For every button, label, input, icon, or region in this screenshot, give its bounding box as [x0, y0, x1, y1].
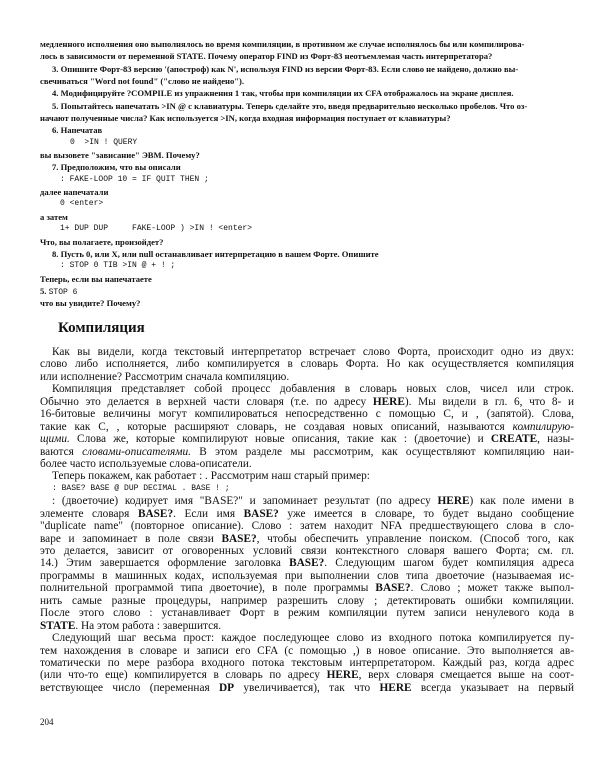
text-line: [40, 63, 568, 75]
text-run: начают полученные числа? Как используется >IN, когда входная информация поступает от клавиатуры?: [40, 113, 451, 124]
text-run: томатически по мере разбора входного потока текстовым интерпретатором. Каждый раз, когда адрес: [40, 656, 574, 669]
text-line: [40, 186, 568, 198]
text-run: Теперь покажем, как работает : . Рассмотрим наш старый пример:: [52, 470, 370, 483]
bold-term: HERE: [326, 669, 359, 682]
code-line: [40, 174, 568, 186]
text-run: . Если имя: [173, 507, 244, 520]
text-line: [40, 408, 574, 420]
text-run: 6. Напечатав: [52, 125, 103, 136]
text-run: Как вы видели, когда текстовый интерпретатор встречает слово Форта, происходит одно из двух:: [52, 346, 574, 358]
text-run: а затем: [40, 211, 68, 222]
bold-term: BASE?: [243, 507, 279, 520]
text-run: 7. Предположим, что вы описали: [52, 162, 181, 173]
text-line: [40, 682, 574, 694]
text-run: : (двоеточие) кодирует имя "BASE?" и запоминает результат (по адресу: [52, 495, 438, 508]
text-run: Компиляция представляет собой процесс добавления в словарь новых слов, чисел или строк.: [52, 383, 574, 396]
text-run: тем нахождения в словаре и записи его CFA (с помощью ,) в новое описание. Это выполняется ав-: [40, 644, 574, 657]
text-run: 4. Модифицируйте ?COMPILE из упражнения 1 так, чтобы при компиляции их CFA отображалось на экране дисплея.: [52, 88, 514, 99]
text-run: нить самые разные процедуры, например разрешить слову ; детектировать ошибки компиляции.: [40, 594, 574, 607]
text-run: слово либо исполняется, либо компилируется в словарь Форта. Но как осуществляется компиляция: [40, 358, 574, 371]
text-run: увеличивается), так что: [234, 681, 380, 694]
text-line: [40, 75, 568, 87]
bold-term: HERE: [379, 681, 412, 694]
text-run: 8. Пусть 0, или X, или null останавливает интерпретацию в вашем Форте. Опишите: [52, 248, 379, 259]
text-run: Что, вы полагаете, произойдет?: [40, 236, 164, 247]
text-run: уже имеется в словаре, то будет выдано сообщение: [278, 507, 574, 520]
text-line: [40, 383, 574, 395]
bold-term: HERE: [372, 395, 405, 408]
page-number: 204: [40, 717, 54, 727]
text-line: [40, 632, 574, 644]
text-line: [40, 87, 568, 99]
text-line: [40, 582, 574, 594]
text-run: . Слово ; может также выпол-: [410, 582, 574, 595]
bold-term: DP: [219, 681, 235, 694]
text-run: Теперь, если вы напечатаете: [40, 273, 152, 284]
text-run: Следующий шаг весьма прост: каждое последующее слово из входного потока компилируется пу-: [52, 632, 574, 645]
text-run: В этом разделе мы рассмотрим, как осуществляют компиляцию наи-: [190, 445, 574, 458]
text-line: [40, 657, 574, 669]
text-run: полнительной программой типа двоеточие), в поле программы: [40, 582, 376, 595]
text-run: : STOP 0 TIB >IN @ + ! ;: [60, 261, 176, 271]
text-line: [40, 645, 574, 657]
text-run: Слова же, которые компилируют новые описания, такие как : (двоеточие) и: [69, 433, 491, 446]
bold-term: STATE: [40, 619, 76, 632]
text-line: [40, 446, 574, 458]
text-run: далее напечатали: [40, 187, 109, 198]
text-run: 1+ DUP DUP FAKE-LOOP ) >IN ! <enter>: [60, 224, 253, 234]
bold-term: CREATE: [490, 433, 538, 446]
text-line: [40, 236, 568, 248]
text-run: или исполнение? Рассмотрим сначала компиляцию.: [40, 370, 290, 383]
text-run: ветствующее число (переменная: [40, 681, 220, 694]
text-line: [40, 358, 574, 370]
text-line: [40, 371, 574, 383]
text-run: что вы увидите? Почему?: [40, 298, 141, 309]
code-line: [40, 198, 568, 210]
italic-term: щими.: [40, 433, 70, 446]
text-line: [40, 149, 568, 161]
text-line: [40, 607, 574, 619]
text-line: [40, 520, 574, 532]
code-line: [40, 223, 568, 235]
text-line: [40, 161, 568, 173]
text-line: [40, 570, 574, 582]
text-run: : FAKE-LOOP 10 = IF QUIT THEN ;: [60, 174, 209, 184]
text-run: Обычно это делается в верхней части словаря (т.е. по адресу: [40, 395, 373, 408]
text-run: . На этом работа : завершится.: [75, 619, 222, 632]
text-line: [40, 557, 574, 569]
text-line: [40, 421, 574, 433]
italic-term: компилирую-: [512, 420, 574, 433]
text-run: 0 <enter>: [60, 199, 104, 209]
text-line: [40, 470, 574, 482]
text-line: [40, 669, 574, 681]
text-run: . Следующим шагом будет компиляция адреса: [324, 557, 574, 570]
text-run: ) как поле имени в: [469, 495, 574, 508]
text-run: ваются: [40, 445, 83, 458]
text-run: 3. Опишите Форт-83 версию '(апостроф) как N', используя FIND из версии Форт-83. Если слово не найдено, должно вы-: [52, 63, 519, 74]
italic-term: словами-описателями.: [82, 445, 191, 458]
text-run: это делается, зависит от оговоренных условий связи контекстного словаря вашего Форта; см. гл.: [40, 545, 574, 557]
bold-term: BASE?: [221, 532, 257, 545]
code-line: [40, 137, 568, 149]
code-run: STOP 6: [48, 287, 78, 297]
text-line: [40, 346, 574, 358]
text-run: 5. Попытайтесь напечатать >IN @ с клавиатуры. Теперь сделайте это, введя предварительно несколько пробелов. Что оз-: [52, 100, 528, 111]
text-run: , назы-: [537, 433, 574, 446]
text-line: [40, 508, 574, 520]
text-line: [40, 124, 568, 136]
text-run: "duplicate name" (повторное описание). Слово : затем находит NFA предшествующего слова в сло-: [40, 520, 574, 533]
text-run: элементе словаря: [40, 507, 138, 520]
exercises-section: [40, 38, 568, 310]
code-line: [40, 260, 568, 272]
text-run: вы вызовете "зависание" ЭВМ. Почему?: [40, 150, 200, 161]
text-run: лось в зависимости от переменной STATE. Почему оператор FIND из Форт-83 неотъемлемая часть интерпретатора?: [40, 51, 493, 62]
bold-term: BASE?: [375, 582, 411, 595]
text-run: После этого слово : устанавливает Форт в режим компиляции путем записи ненулевого кода в: [40, 607, 574, 620]
text-line: [40, 285, 568, 297]
text-run: 5.: [40, 285, 49, 296]
text-run: программы в машинных кодах, используемая при выполнении слов типа двоеточие (называемая ис-: [40, 569, 574, 582]
text-run: , верх словаря смещается выше на соот-: [358, 669, 574, 682]
text-line: [40, 433, 574, 445]
bold-term: BASE?: [137, 507, 174, 520]
text-line: [40, 545, 574, 557]
text-line: [40, 533, 574, 545]
text-run: варе и запоминает в поле связи: [40, 532, 222, 545]
text-run: медленного исполнения оно выполнялось во время компиляции, в противном же случае исполнялось бы или компилирова-: [40, 39, 525, 49]
text-line: [40, 458, 574, 470]
text-run: 0 >IN ! QUERY: [70, 137, 138, 147]
text-line: [40, 595, 574, 607]
text-line: [40, 211, 568, 223]
text-line: [40, 495, 574, 507]
text-run: более часто используемые слова-описатели.: [40, 457, 252, 470]
code-line: [40, 483, 574, 495]
bold-term: BASE?: [289, 557, 325, 570]
text-run: : BASE? BASE @ DUP DECIMAL . BASE ! ;: [52, 483, 230, 493]
text-run: (или что-то еще) компилируется в словарь по адресу: [40, 669, 327, 682]
text-run: 16-битовые величины могут компилироваться непосредственно с помощью C, и , (запятой). Слова,: [40, 408, 574, 421]
text-line: [40, 620, 574, 632]
text-line: [40, 273, 568, 285]
text-run: 14.) Этим завершается оформление заголовка: [40, 557, 290, 570]
text-line: [40, 112, 568, 124]
text-line: [40, 297, 568, 309]
text-run: ). Мы видели в гл. 6, что 8- и: [404, 395, 574, 408]
body-text: [40, 346, 574, 694]
text-line: [40, 50, 568, 62]
section-heading: Компиляция: [58, 320, 145, 336]
bold-term: HERE: [437, 495, 470, 508]
text-run: такие как C, , которые расширяют словарь, не создавая новых описаний, называются: [40, 420, 513, 433]
text-line: [40, 100, 568, 112]
text-line: [40, 38, 568, 50]
text-line: [40, 396, 574, 408]
text-run: , чтобы обеспечить управление поиском. (Способ того, как: [256, 532, 574, 545]
text-run: свечиваться "Word not found" ("слово не найдено").: [40, 76, 245, 87]
text-line: [40, 248, 568, 260]
text-run: всегда указывает на первый: [411, 681, 574, 694]
